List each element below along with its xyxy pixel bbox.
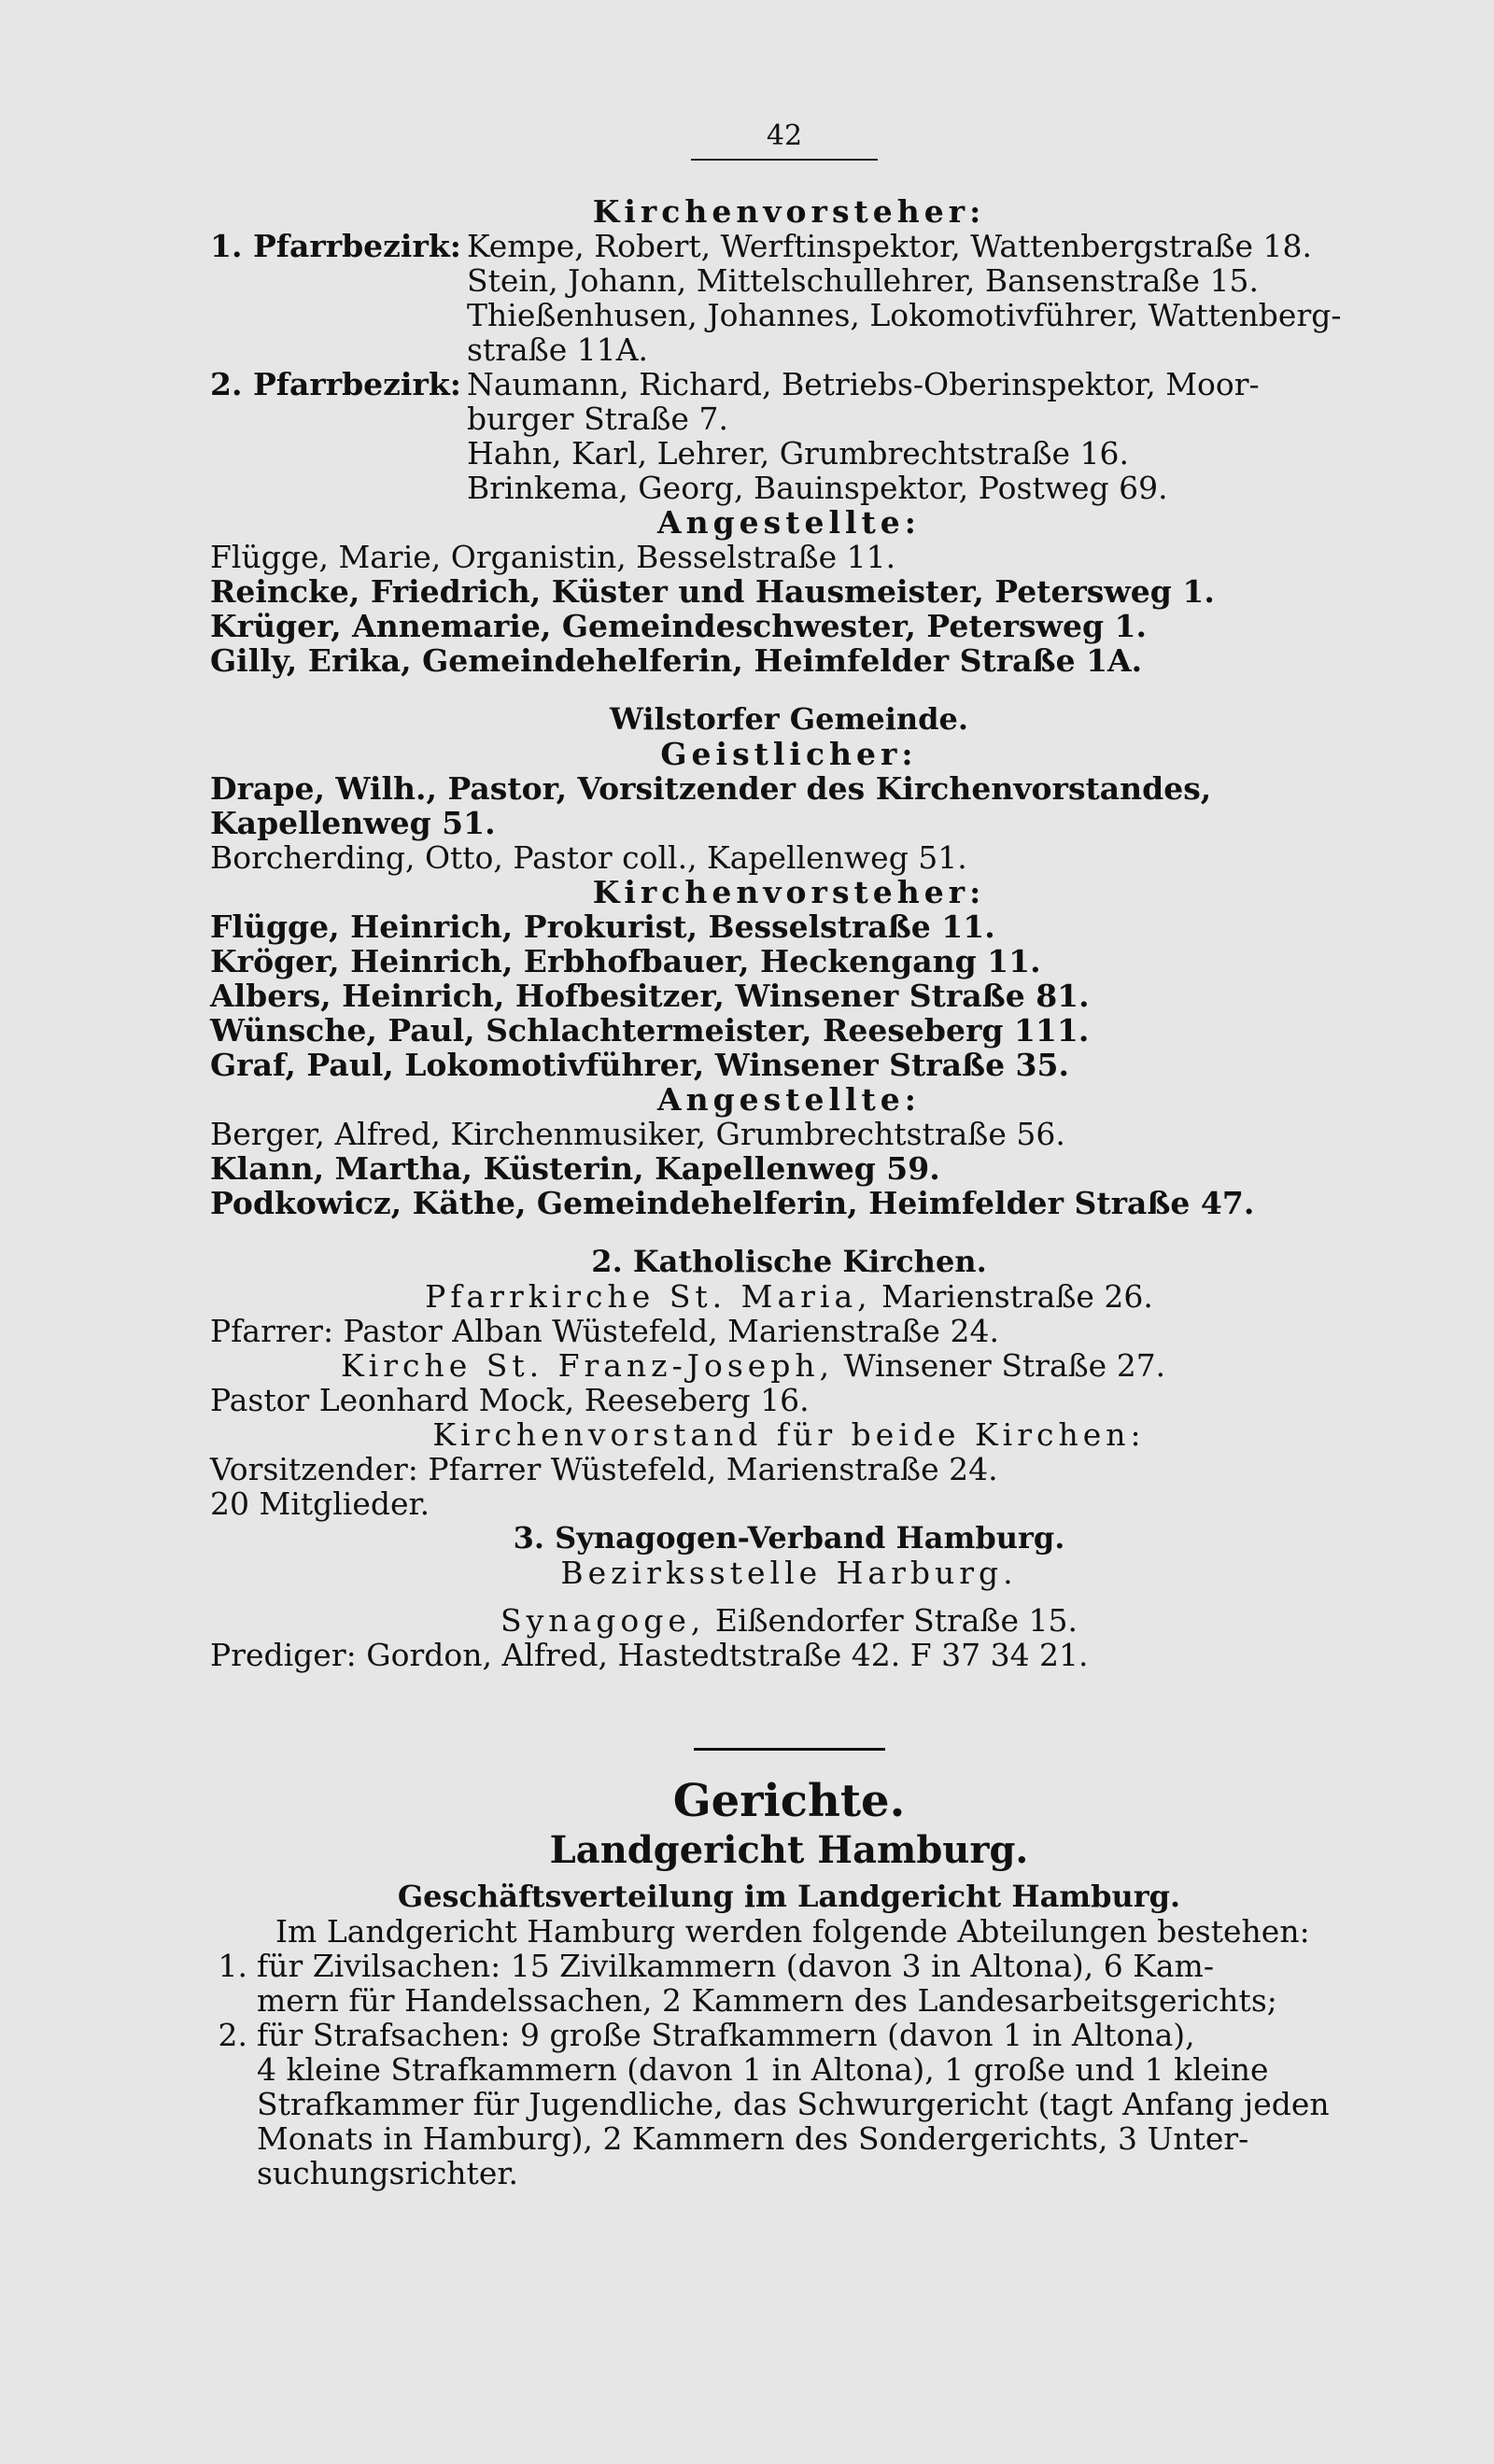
angestellte-line: Flügge, Marie, Organistin, Besselstraße 11. bbox=[210, 539, 896, 575]
church2-line bbox=[210, 1348, 1368, 1383]
bezirk1-line: Thießenhusen, Johannes, Lokomotivführer, Wattenberg- bbox=[467, 297, 1342, 333]
wilstorf-kv-line: Albers, Heinrich, Hofbesitzer, Winsener Straße 81. bbox=[210, 978, 1090, 1014]
bezirk1-line: Kempe, Robert, Werftinspektor, Wattenbergstraße 18. bbox=[467, 228, 1313, 264]
gerichte-title: Gerichte. bbox=[672, 1775, 906, 1827]
list-item-line: Strafkammer für Jugendliche, das Schwurgericht (tagt Anfang jeden bbox=[257, 2086, 1330, 2122]
angestellte-line: Reincke, Friedrich, Küster und Hausmeister, Petersweg 1. bbox=[210, 573, 1215, 610]
vorsitz-line: Vorsitzender: Pfarrer Wüstefeld, Marienstraße 24. bbox=[210, 1451, 998, 1487]
wilstorf-kv-line: Wünsche, Paul, Schlachtermeister, Reeseberg 111. bbox=[210, 1012, 1090, 1049]
church1-address: Marienstraße 26. bbox=[881, 1278, 1153, 1315]
geschaeftsverteilung-title: Geschäftsverteilung im Landgericht Hamburg. bbox=[397, 1879, 1181, 1914]
list-item-line: suchungsrichter. bbox=[257, 2155, 518, 2191]
geistlicher-line: Borcherding, Otto, Pastor coll., Kapellenweg 51. bbox=[210, 839, 967, 876]
wilstorf-ang-line: Podkowicz, Käthe, Gemeindehelferin, Heimfelder Straße 47. bbox=[210, 1185, 1255, 1221]
bezirk1-line: straße 11A. bbox=[467, 331, 649, 368]
synagoge-line bbox=[210, 1603, 1368, 1638]
page-number-rule bbox=[691, 159, 878, 161]
list-item-number: 1. bbox=[218, 1948, 247, 1984]
kv-heading: Kirchenvorsteher: bbox=[592, 193, 986, 230]
list-item-number: 2. bbox=[218, 2017, 247, 2053]
bezirk1-line: Stein, Johann, Mittelschullehrer, Bansenstraße 15. bbox=[467, 262, 1259, 299]
list-item bbox=[210, 1949, 1368, 2018]
wilstorf-title: Wilstorfer Gemeinde. bbox=[609, 701, 968, 737]
bezirk2-line: Naumann, Richard, Betriebs-Oberinspektor, Moor- bbox=[467, 366, 1260, 402]
church1-name: Pfarrkirche St. Maria, bbox=[425, 1278, 872, 1315]
main-column bbox=[210, 194, 1368, 1672]
page-number: 42 bbox=[766, 120, 803, 152]
list-item-line: Monats in Hamburg), 2 Kammern des Sondergerichts, 3 Unter- bbox=[257, 2120, 1249, 2157]
geistlicher-line: Drape, Wilh., Pastor, Vorsitzender des Kirchenvorstandes, Kapellenweg 51. bbox=[210, 770, 1212, 841]
angestellte-line: Gilly, Erika, Gemeindehelferin, Heimfelder Straße 1A. bbox=[210, 642, 1143, 679]
list-item-line: für Zivilsachen: 15 Zivilkammern (davon 3 in Altona), 6 Kam- bbox=[257, 1948, 1214, 1984]
synagoge-title: 3. Synagogen-Verband Hamburg. bbox=[513, 1520, 1065, 1556]
wilstorf-ang-line: Klann, Martha, Küsterin, Kapellenweg 59. bbox=[210, 1150, 940, 1187]
bezirksstelle-line: Bezirksstelle Harburg. bbox=[560, 1555, 1018, 1591]
katholisch-title: 2. Katholische Kirchen. bbox=[591, 1244, 987, 1279]
synagoge-name: Synagoge, bbox=[500, 1602, 706, 1639]
pastor2-line: Pastor Leonhard Mock, Reeseberg 16. bbox=[210, 1382, 810, 1418]
pfarrer-line: Pfarrer: Pastor Alban Wüstefeld, Marienstraße 24. bbox=[210, 1313, 999, 1349]
angestellte-line: Krüger, Annemarie, Gemeindeschwester, Petersweg 1. bbox=[210, 608, 1147, 644]
wilstorf-kv-line: Flügge, Heinrich, Prokurist, Besselstraße 11. bbox=[210, 908, 995, 945]
wilstorf-kv-line: Kröger, Heinrich, Erbhofbauer, Heckengang 11. bbox=[210, 943, 1041, 979]
bezirk2-row bbox=[210, 367, 1368, 401]
gerichte-section bbox=[210, 1748, 1368, 2190]
geistliche-heading: Geistlicher: bbox=[660, 736, 918, 772]
bezirk1-row bbox=[210, 229, 1368, 263]
bezirk2-label: 2. Pfarrbezirk: bbox=[210, 366, 461, 402]
kirchenvorstand-heading: Kirchenvorstand für beide Kirchen: bbox=[432, 1416, 1146, 1453]
wilstorf-kv-heading: Kirchenvorsteher: bbox=[592, 874, 986, 910]
list-item bbox=[210, 2018, 1368, 2190]
angestellte-heading: Angestellte: bbox=[657, 504, 921, 541]
intro-line: Im Landgericht Hamburg werden folgende Abteilungen bestehen: bbox=[275, 1913, 1310, 1950]
landgericht-title: Landgericht Hamburg. bbox=[549, 1828, 1029, 1872]
bezirk2-line: Hahn, Karl, Lehrer, Grumbrechtstraße 16. bbox=[467, 435, 1130, 472]
church2-address: Winsener Straße 27. bbox=[843, 1347, 1166, 1384]
mitglieder-line: 20 Mitglieder. bbox=[210, 1485, 430, 1522]
prediger-line: Prediger: Gordon, Alfred, Hastedtstraße 42. F 37 34 21. bbox=[210, 1637, 1089, 1673]
list-item-line: mern für Handelssachen, 2 Kammern des Landesarbeitsgerichts; bbox=[257, 1982, 1277, 2019]
wilstorf-kv-line: Graf, Paul, Lokomotivführer, Winsener Straße 35. bbox=[210, 1047, 1069, 1083]
church1-line bbox=[210, 1279, 1368, 1314]
synagoge-address: Eißendorfer Straße 15. bbox=[714, 1602, 1078, 1639]
bezirk1-label: 1. Pfarrbezirk: bbox=[210, 228, 461, 264]
list-item-line: 4 kleine Strafkammern (davon 1 in Altona), 1 große und 1 kleine bbox=[257, 2051, 1269, 2088]
bezirk2-line: burger Straße 7. bbox=[467, 401, 728, 437]
church2-name: Kirche St. Franz-Joseph, bbox=[341, 1347, 835, 1384]
wilstorf-ang-heading: Angestellte: bbox=[657, 1081, 921, 1118]
bezirk2-line: Brinkema, Georg, Bauinspektor, Postweg 69. bbox=[467, 470, 1168, 506]
list-item-line: für Strafsachen: 9 große Strafkammern (davon 1 in Altona), bbox=[257, 2017, 1195, 2053]
wilstorf-ang-line: Berger, Alfred, Kirchenmusiker, Grumbrechtstraße 56. bbox=[210, 1116, 1065, 1152]
